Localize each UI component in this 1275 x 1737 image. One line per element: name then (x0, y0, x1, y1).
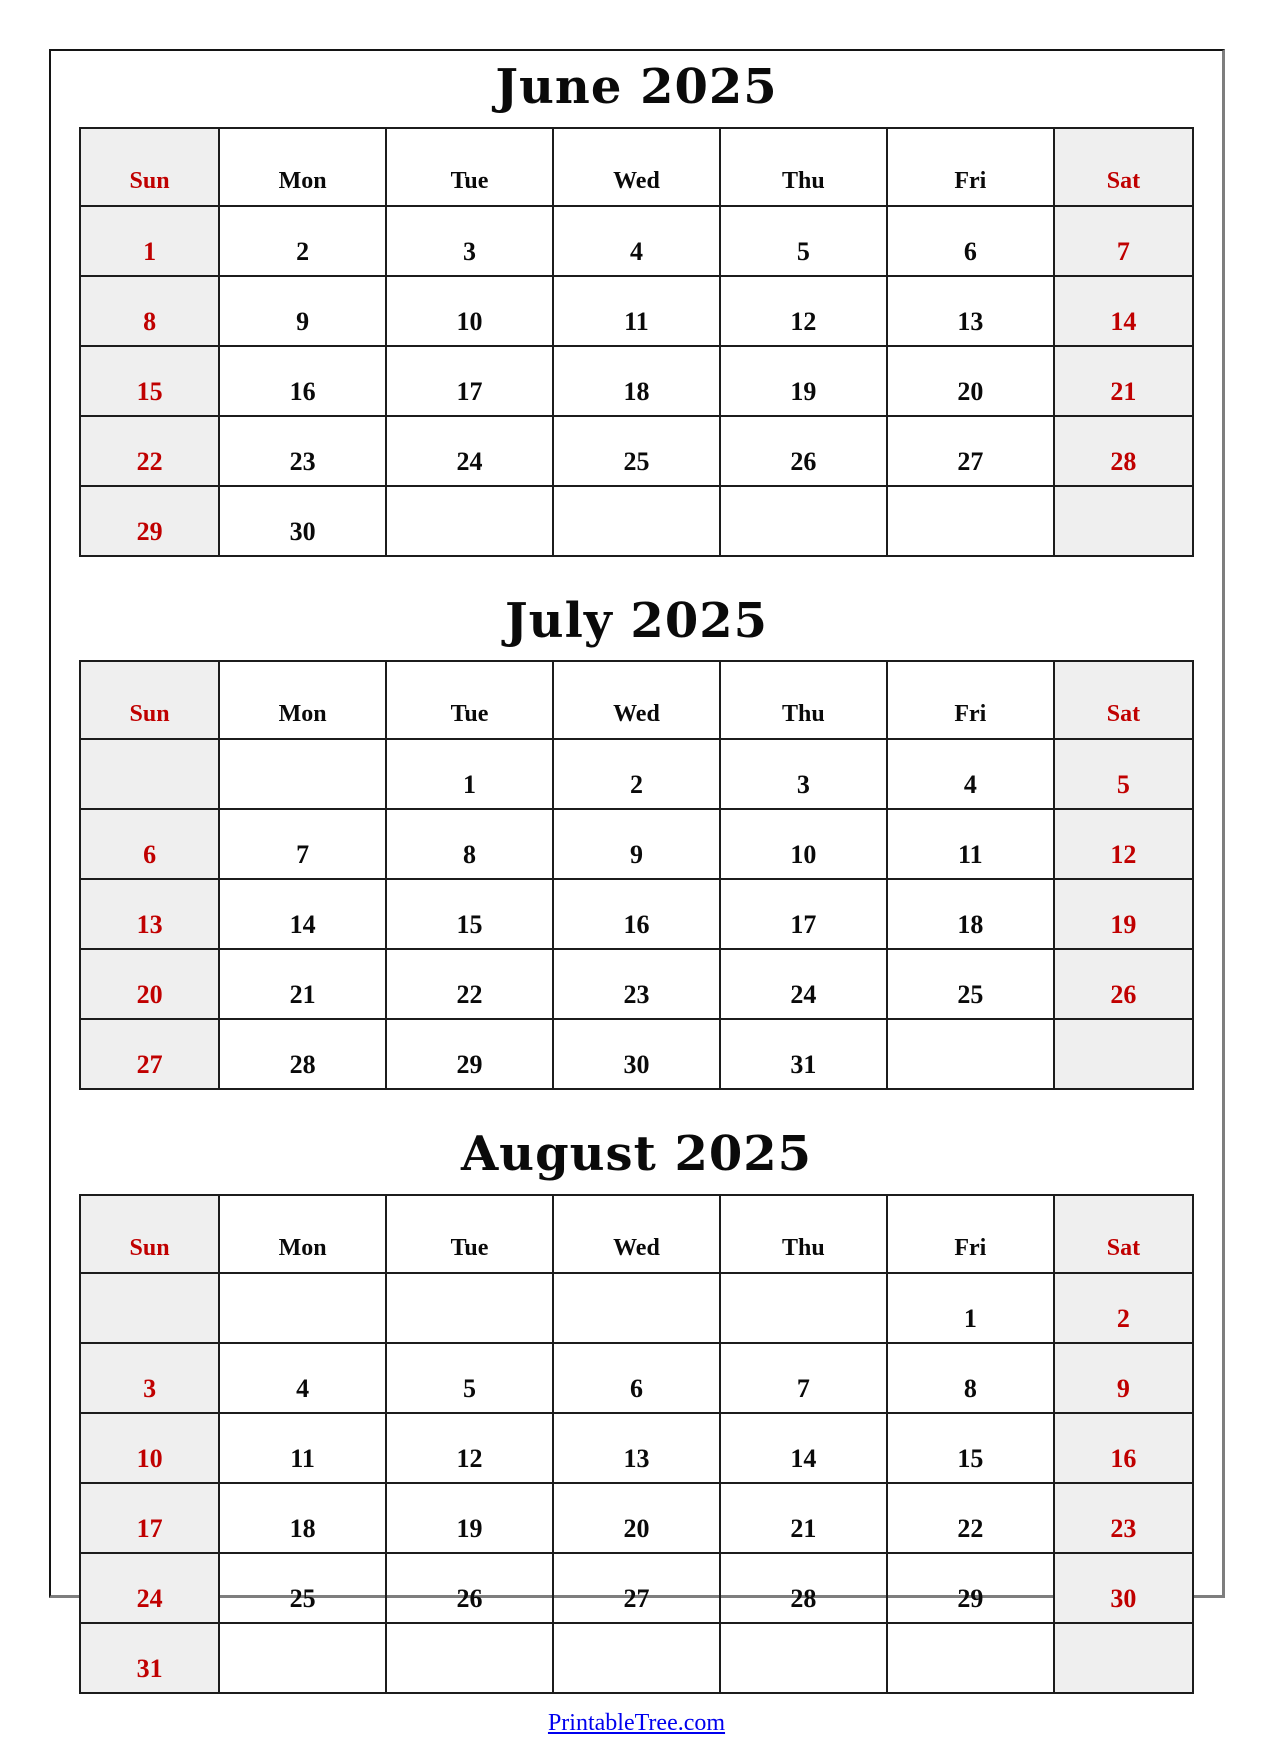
date-cell: 17 (720, 879, 887, 949)
date-cell: 12 (1054, 809, 1193, 879)
date-cell: 2 (553, 739, 720, 809)
date-cell: 24 (720, 949, 887, 1019)
week-row (80, 1483, 1193, 1553)
calendar-page (49, 49, 1225, 1736)
date-cell (1054, 1019, 1193, 1089)
date-cell: 10 (386, 276, 553, 346)
date-cell: 18 (553, 346, 720, 416)
weekday-header-thu: Thu (720, 128, 887, 206)
date-cell: 6 (80, 809, 219, 879)
date-cell: 12 (386, 1413, 553, 1483)
date-cell: 30 (1054, 1553, 1193, 1623)
weekday-header-wed: Wed (553, 128, 720, 206)
date-cell: 8 (80, 276, 219, 346)
weekday-header-wed: Wed (553, 661, 720, 739)
date-cell (219, 1623, 386, 1693)
weekday-header-mon: Mon (219, 661, 386, 739)
date-cell: 29 (887, 1553, 1054, 1623)
date-cell: 9 (1054, 1343, 1193, 1413)
date-cell (219, 739, 386, 809)
date-cell: 27 (80, 1019, 219, 1089)
date-cell: 22 (386, 949, 553, 1019)
date-cell: 23 (1054, 1483, 1193, 1553)
date-cell: 7 (1054, 206, 1193, 276)
date-cell: 23 (219, 416, 386, 486)
date-cell (386, 1273, 553, 1343)
date-cell: 31 (720, 1019, 887, 1089)
weekday-header-sun: Sun (80, 1195, 219, 1273)
week-row (80, 1413, 1193, 1483)
date-cell: 25 (553, 416, 720, 486)
weekday-header-mon: Mon (219, 128, 386, 206)
date-cell (720, 1273, 887, 1343)
date-cell: 17 (80, 1483, 219, 1553)
date-cell: 29 (386, 1019, 553, 1089)
date-cell: 4 (553, 206, 720, 276)
june-calendar-table (79, 127, 1194, 557)
august-calendar-table (79, 1194, 1194, 1694)
date-cell: 7 (720, 1343, 887, 1413)
date-cell: 4 (887, 739, 1054, 809)
month-title-june: June 2025 (495, 59, 778, 115)
date-cell: 9 (219, 276, 386, 346)
date-cell: 31 (80, 1623, 219, 1693)
date-cell: 21 (219, 949, 386, 1019)
weekday-header-fri: Fri (887, 128, 1054, 206)
date-cell: 18 (219, 1483, 386, 1553)
weekday-header-tue: Tue (386, 128, 553, 206)
date-cell: 11 (219, 1413, 386, 1483)
date-cell: 26 (1054, 949, 1193, 1019)
date-cell: 13 (887, 276, 1054, 346)
date-cell: 14 (1054, 276, 1193, 346)
week-row (80, 276, 1193, 346)
date-cell: 15 (887, 1413, 1054, 1483)
weekday-header-fri: Fri (887, 1195, 1054, 1273)
date-cell: 22 (887, 1483, 1054, 1553)
date-cell: 16 (553, 879, 720, 949)
date-cell: 15 (80, 346, 219, 416)
date-cell: 23 (553, 949, 720, 1019)
date-cell: 8 (386, 809, 553, 879)
date-cell: 3 (80, 1343, 219, 1413)
date-cell (1054, 486, 1193, 556)
date-cell (219, 1273, 386, 1343)
date-cell: 9 (553, 809, 720, 879)
date-cell: 2 (1054, 1273, 1193, 1343)
week-row (80, 739, 1193, 809)
date-cell: 13 (553, 1413, 720, 1483)
date-cell: 28 (219, 1019, 386, 1089)
date-cell: 27 (887, 416, 1054, 486)
weekday-header-sat: Sat (1054, 128, 1193, 206)
date-cell: 6 (887, 206, 1054, 276)
date-cell: 12 (720, 276, 887, 346)
week-row (80, 879, 1193, 949)
printabletree-link[interactable]: PrintableTree.com (547, 1709, 726, 1736)
date-cell: 5 (720, 206, 887, 276)
date-cell: 19 (386, 1483, 553, 1553)
date-cell: 28 (1054, 416, 1193, 486)
date-cell: 11 (887, 809, 1054, 879)
date-cell (553, 1273, 720, 1343)
date-cell: 15 (386, 879, 553, 949)
weekday-header-sun: Sun (80, 128, 219, 206)
date-cell: 20 (553, 1483, 720, 1553)
date-cell: 25 (887, 949, 1054, 1019)
week-row (80, 1553, 1193, 1623)
date-cell: 7 (219, 809, 386, 879)
date-cell (553, 1623, 720, 1693)
date-cell: 20 (80, 949, 219, 1019)
month-title-august: August 2025 (460, 1126, 813, 1183)
date-cell (720, 1623, 887, 1693)
date-cell: 28 (720, 1553, 887, 1623)
weekday-header-wed: Wed (553, 1195, 720, 1273)
date-cell (887, 486, 1054, 556)
date-cell (80, 739, 219, 809)
weekday-header-tue: Tue (386, 1195, 553, 1273)
date-cell: 21 (1054, 346, 1193, 416)
date-cell (720, 486, 887, 556)
date-cell: 3 (720, 739, 887, 809)
date-cell: 1 (887, 1273, 1054, 1343)
date-cell: 21 (720, 1483, 887, 1553)
date-cell: 4 (219, 1343, 386, 1413)
month-title-july: July 2025 (504, 592, 769, 649)
week-row (80, 206, 1193, 276)
date-cell: 26 (720, 416, 887, 486)
date-cell: 30 (553, 1019, 720, 1089)
week-row (80, 1019, 1193, 1089)
date-cell: 14 (219, 879, 386, 949)
date-cell: 25 (219, 1553, 386, 1623)
date-cell: 5 (1054, 739, 1193, 809)
date-cell: 17 (386, 346, 553, 416)
weekday-header-sat: Sat (1054, 1195, 1193, 1273)
date-cell: 13 (80, 879, 219, 949)
date-cell: 16 (219, 346, 386, 416)
date-cell (80, 1273, 219, 1343)
date-cell: 11 (553, 276, 720, 346)
weekday-header-row (80, 661, 1193, 739)
weekday-header-row (80, 1195, 1193, 1273)
weekday-header-fri: Fri (887, 661, 1054, 739)
date-cell: 26 (386, 1553, 553, 1623)
week-row (80, 809, 1193, 879)
date-cell: 24 (386, 416, 553, 486)
date-cell (386, 1623, 553, 1693)
date-cell: 8 (887, 1343, 1054, 1413)
date-cell: 19 (1054, 879, 1193, 949)
date-cell: 2 (219, 206, 386, 276)
weekday-header-sat: Sat (1054, 661, 1193, 739)
date-cell: 1 (80, 206, 219, 276)
date-cell: 20 (887, 346, 1054, 416)
week-row (80, 416, 1193, 486)
date-cell (1054, 1623, 1193, 1693)
date-cell (887, 1019, 1054, 1089)
week-row (80, 949, 1193, 1019)
date-cell: 16 (1054, 1413, 1193, 1483)
week-row (80, 1273, 1193, 1343)
date-cell: 3 (386, 206, 553, 276)
date-cell: 18 (887, 879, 1054, 949)
date-cell: 27 (553, 1553, 720, 1623)
july-calendar-table (79, 660, 1194, 1090)
weekday-header-tue: Tue (386, 661, 553, 739)
date-cell: 10 (720, 809, 887, 879)
date-cell: 29 (80, 486, 219, 556)
date-cell (553, 486, 720, 556)
week-row (80, 1343, 1193, 1413)
weekday-header-thu: Thu (720, 1195, 887, 1273)
date-cell: 10 (80, 1413, 219, 1483)
date-cell: 5 (386, 1343, 553, 1413)
date-cell: 30 (219, 486, 386, 556)
footer (79, 1710, 1194, 1737)
week-row (80, 1623, 1193, 1693)
date-cell: 24 (80, 1553, 219, 1623)
date-cell (887, 1623, 1054, 1693)
week-row (80, 486, 1193, 556)
date-cell (386, 486, 553, 556)
date-cell: 6 (553, 1343, 720, 1413)
date-cell: 19 (720, 346, 887, 416)
date-cell: 1 (386, 739, 553, 809)
weekday-header-sun: Sun (80, 661, 219, 739)
date-cell: 22 (80, 416, 219, 486)
weekday-header-mon: Mon (219, 1195, 386, 1273)
weekday-header-thu: Thu (720, 661, 887, 739)
week-row (80, 346, 1193, 416)
weekday-header-row (80, 128, 1193, 206)
date-cell: 14 (720, 1413, 887, 1483)
